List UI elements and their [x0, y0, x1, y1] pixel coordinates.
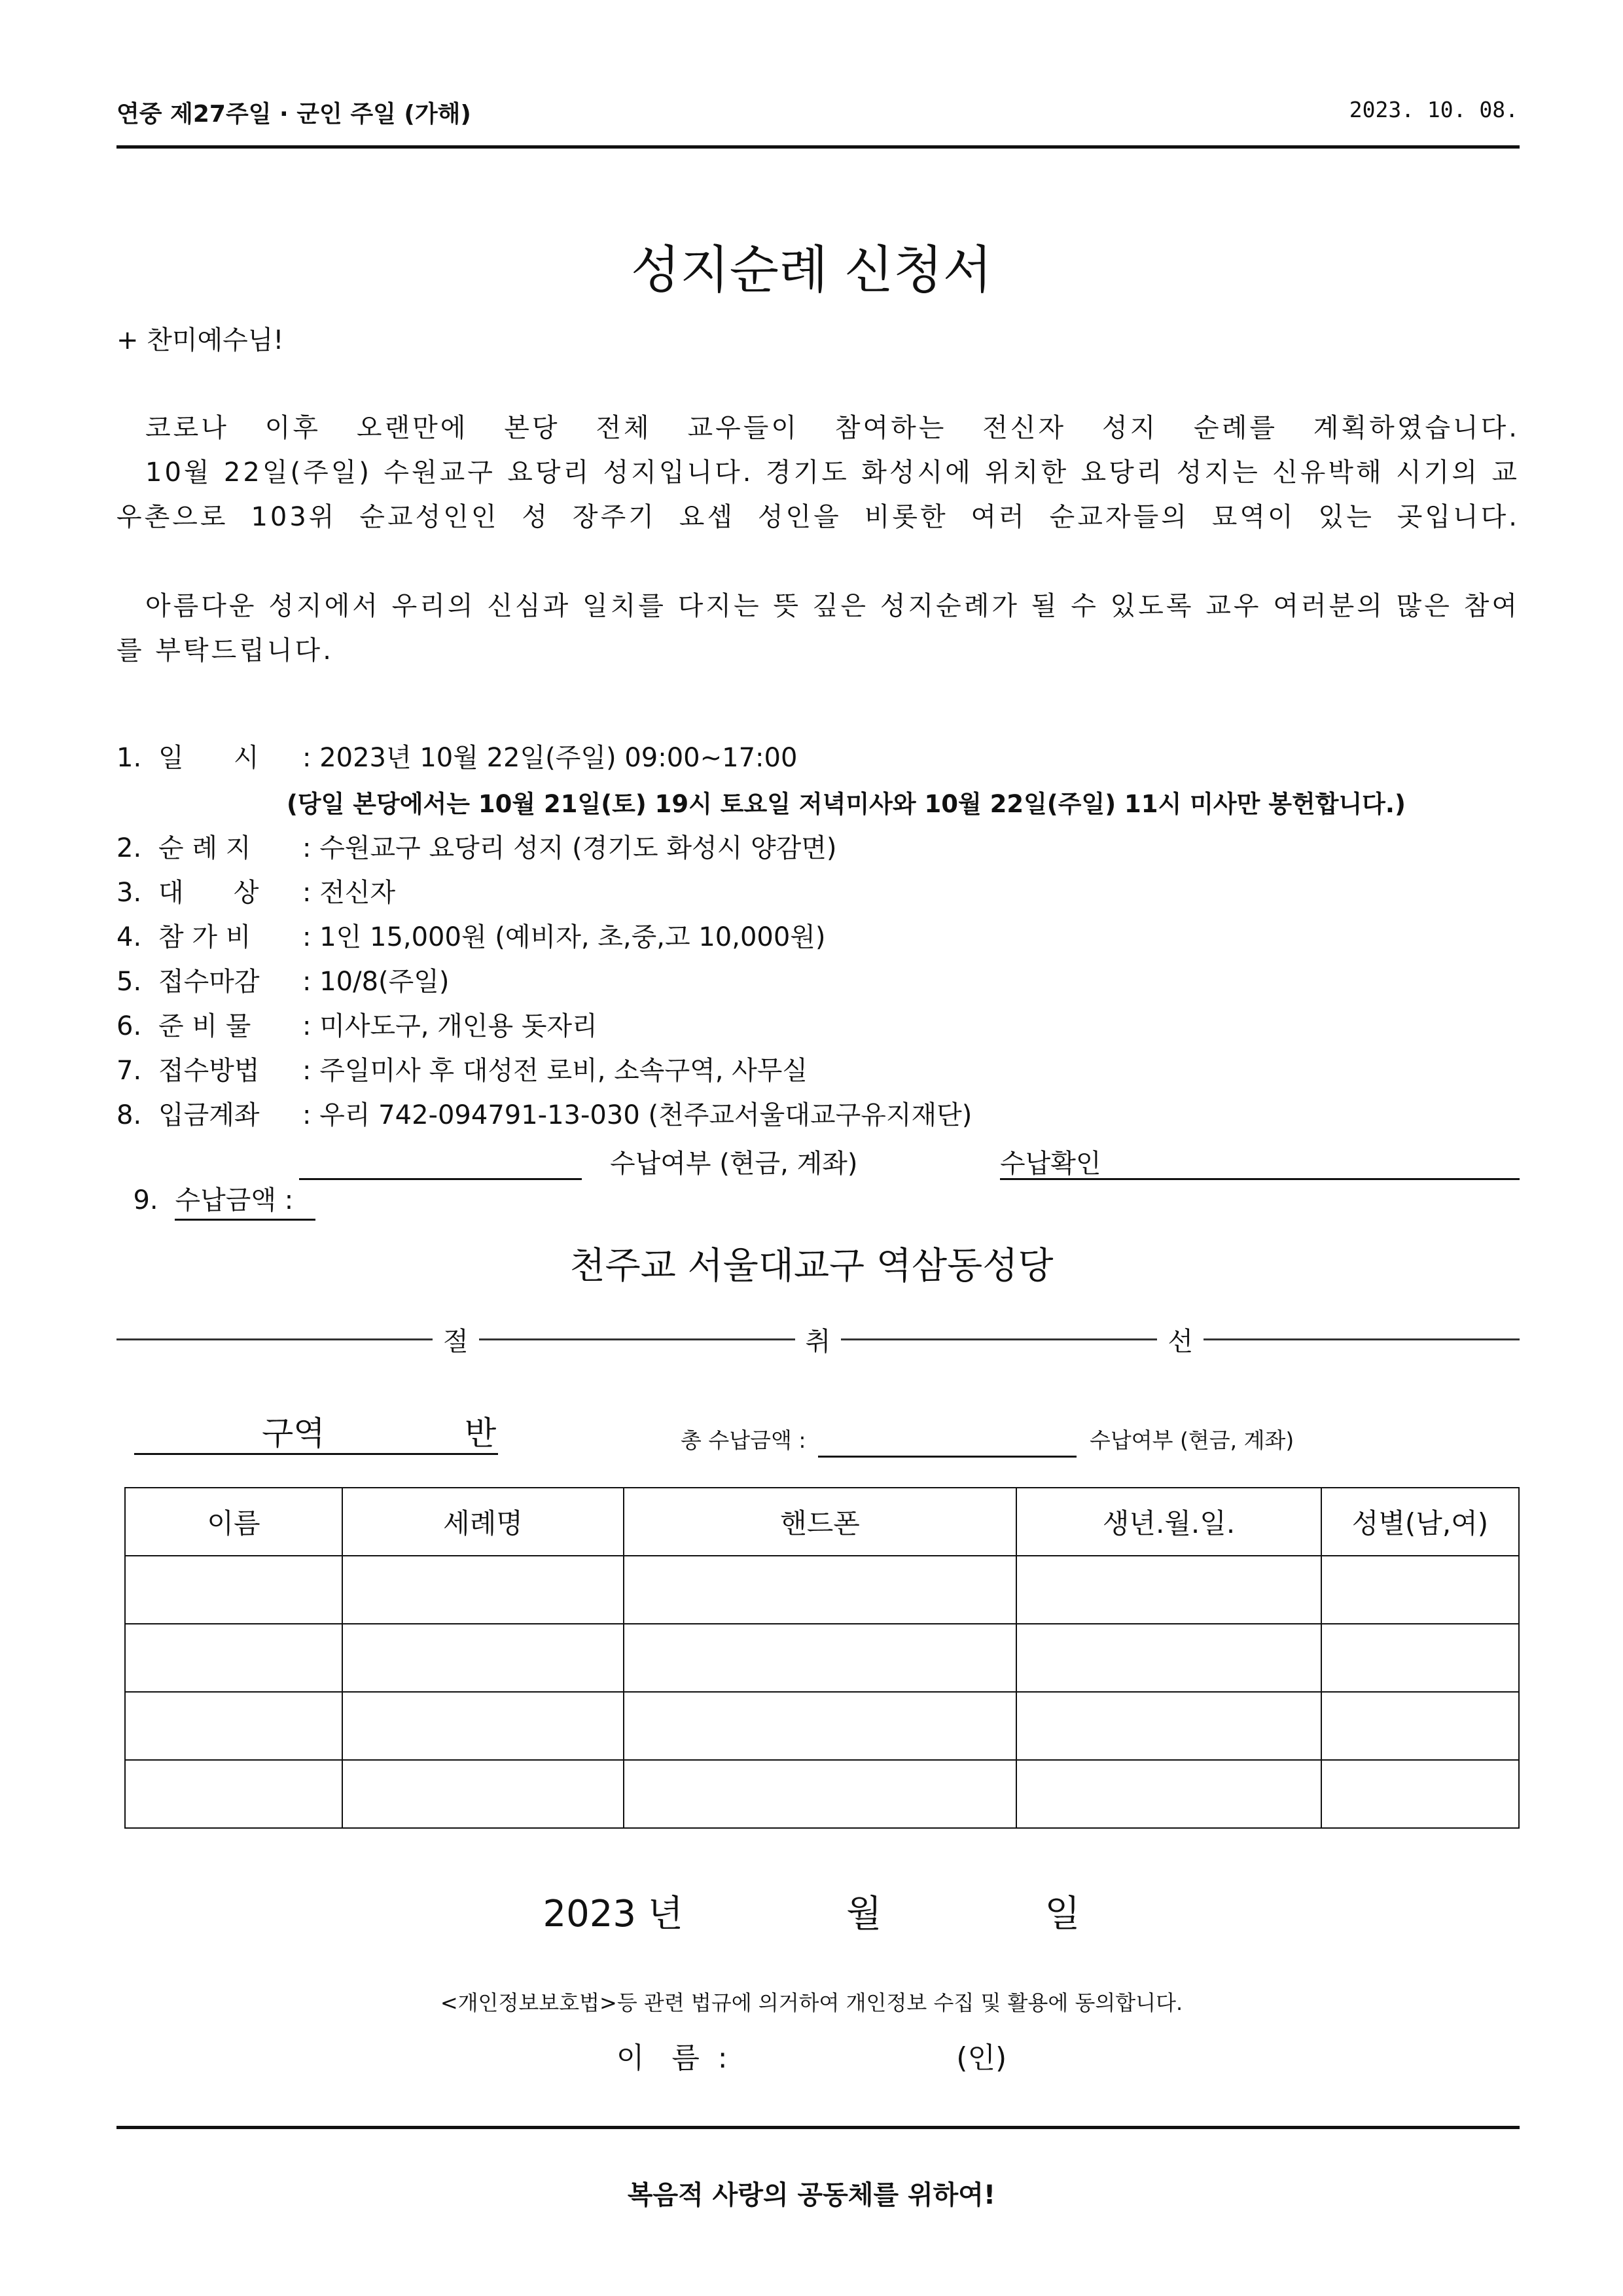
col-name: 이름	[125, 1488, 342, 1556]
info-item-8	[116, 1097, 972, 1134]
table-row	[125, 1692, 1519, 1760]
item-value: : 전신자	[302, 878, 396, 908]
item-label: 접수방법	[158, 1056, 260, 1086]
item-value: : 2023년 10월 22일(주일) 09:00~17:00	[302, 743, 798, 773]
table-cell[interactable]	[624, 1692, 1016, 1760]
item-label: 수납금액 :	[175, 1182, 315, 1221]
table-cell[interactable]	[624, 1556, 1016, 1624]
ban-label: 반	[465, 1414, 497, 1452]
footer-slogan: 복음적 사랑의 공동체를 위하여!	[627, 2180, 996, 2210]
table-row	[125, 1760, 1519, 1828]
item-value: : 수원교구 요당리 성지 (경기도 화성시 양감면)	[302, 833, 837, 863]
info-item-2	[116, 830, 837, 867]
info-item-3	[116, 874, 395, 911]
table-cell[interactable]	[342, 1760, 624, 1828]
confirm-line	[1000, 1178, 1520, 1180]
info-item-6	[116, 1008, 597, 1045]
item-label: 준 비 물	[158, 1011, 251, 1041]
table-cell[interactable]	[1321, 1760, 1519, 1828]
col-phone: 핸드폰	[624, 1488, 1016, 1556]
table-cell[interactable]	[1016, 1692, 1321, 1760]
bulletin-header-title: 연중 제27주일 · 군인 주일 (가해)	[116, 101, 471, 128]
date-month: 월	[846, 1893, 882, 1935]
table-cell[interactable]	[1321, 1556, 1519, 1624]
payment-status: 수납여부 (현금, 계좌)	[610, 1149, 858, 1179]
district-label: 구역	[262, 1414, 325, 1452]
amount-line	[299, 1178, 582, 1180]
cut-char-2: 취	[805, 1327, 831, 1357]
table-cell[interactable]	[1016, 1556, 1321, 1624]
table-cell[interactable]	[1321, 1624, 1519, 1692]
info-item-4	[116, 919, 826, 956]
col-gender: 성별(남,여)	[1321, 1488, 1519, 1556]
table-cell[interactable]	[342, 1692, 624, 1760]
item-number: 5.	[116, 967, 142, 997]
date-line	[0, 1885, 1623, 1937]
church-name: 천주교 서울대교구 역삼동성당	[569, 1245, 1054, 1287]
cut-line	[116, 1321, 1520, 1358]
item-value: : 1인 15,000원 (예비자, 초,중,고 10,000원)	[302, 922, 826, 952]
bulletin-date: 2023. 10. 08.	[1349, 97, 1518, 122]
item-number: 4.	[116, 922, 142, 952]
header-divider	[116, 145, 1520, 149]
item-number: 9.	[133, 1185, 158, 1215]
table-cell[interactable]	[1016, 1624, 1321, 1692]
table-row	[125, 1556, 1519, 1624]
cut-dash	[116, 1338, 433, 1340]
footer-divider	[116, 2126, 1520, 2129]
cut-dash	[479, 1338, 795, 1340]
item-number: 7.	[116, 1056, 142, 1086]
table-cell[interactable]	[624, 1760, 1016, 1828]
col-birthdate: 생년.월.일.	[1016, 1488, 1321, 1556]
page-title: 성지순례 신청서	[630, 241, 993, 300]
item-value: : 10/8(주일)	[302, 967, 450, 997]
registration-table	[124, 1487, 1520, 1829]
date-year: 2023 년	[543, 1893, 683, 1935]
cut-dash	[841, 1338, 1157, 1340]
table-cell[interactable]	[125, 1760, 342, 1828]
intro-paragraph-3: 아름다운 성지에서 우리의 신심과 일치를 다지는 뜻 깊은 성지순례가 될 수 있도록 교우 여러분의 많은 참여를 부탁드립니다.	[116, 591, 1520, 666]
item-label: 일 시	[158, 743, 259, 773]
table-cell[interactable]	[342, 1624, 624, 1692]
mass-notice: (당일 본당에서는 10월 21일(토) 19시 토요일 저녁미사와 10월 22일(주일) 11시 미사만 봉헌합니다.)	[287, 790, 1406, 818]
info-item-9	[116, 1145, 315, 1215]
signature-name-label: 이 름 :	[616, 2041, 728, 2075]
form-payment-status: 수납여부 (현금, 계좌)	[1090, 1427, 1294, 1453]
item-number: 1.	[116, 743, 142, 773]
item-label: 대 상	[158, 878, 259, 908]
date-day: 일	[1044, 1893, 1080, 1935]
intro-paragraph-2: 10월 22일(주일) 수원교구 요당리 성지입니다. 경기도 화성시에 위치한 요당리 성지는 신유박해 시기의 교우촌으로 103위 순교성인인 성 장주기 요셉 성인을 비롯한 여러 순교자들의 묘역이 있는 곳입니다.	[116, 457, 1520, 532]
item-number: 3.	[116, 878, 142, 908]
info-item-7	[116, 1052, 808, 1089]
info-item-5	[116, 963, 450, 1000]
total-amount-line[interactable]	[818, 1456, 1077, 1458]
seal-label: (인)	[956, 2041, 1007, 2075]
item-number: 6.	[116, 1011, 142, 1041]
district-field[interactable]	[134, 1407, 498, 1455]
table-cell[interactable]	[125, 1692, 342, 1760]
info-item-1	[116, 740, 797, 776]
table-cell[interactable]	[125, 1556, 342, 1624]
cut-char-1: 절	[443, 1327, 469, 1357]
table-cell[interactable]	[624, 1624, 1016, 1692]
table-cell[interactable]	[342, 1556, 624, 1624]
signature-line	[0, 2034, 1623, 2076]
item-value: : 주일미사 후 대성전 로비, 소속구역, 사무실	[302, 1056, 808, 1086]
total-amount-label: 총 수납금액 :	[681, 1427, 806, 1453]
col-baptismal-name: 세례명	[342, 1488, 624, 1556]
item-number: 2.	[116, 833, 142, 863]
table-cell[interactable]	[125, 1624, 342, 1692]
greeting: + 찬미예수님!	[116, 325, 284, 355]
item-label: 순 례 지	[158, 833, 251, 863]
table-header-row	[125, 1488, 1519, 1556]
cut-char-3: 선	[1168, 1327, 1193, 1357]
table-row	[125, 1624, 1519, 1692]
table-cell[interactable]	[1321, 1692, 1519, 1760]
cut-dash	[1204, 1338, 1520, 1340]
item-label: 접수마감	[158, 967, 260, 997]
intro-paragraph-1: 코로나 이후 오랜만에 본당 전체 교우들이 참여하는 전신자 성지 순례를 계획하였습니다.	[145, 413, 1520, 443]
item-value: : 우리 742-094791-13-030 (천주교서울대교구유지재단)	[302, 1100, 972, 1130]
item-number: 8.	[116, 1100, 142, 1130]
privacy-consent: <개인정보보호법>등 관련 법규에 의거하여 개인정보 수집 및 활용에 동의합니다.	[440, 1990, 1183, 2015]
payment-confirm: 수납확인	[1000, 1149, 1101, 1179]
item-value: : 미사도구, 개인용 돗자리	[302, 1011, 597, 1041]
item-label: 입금계좌	[158, 1100, 260, 1130]
item-label: 참 가 비	[158, 922, 251, 952]
table-cell[interactable]	[1016, 1760, 1321, 1828]
